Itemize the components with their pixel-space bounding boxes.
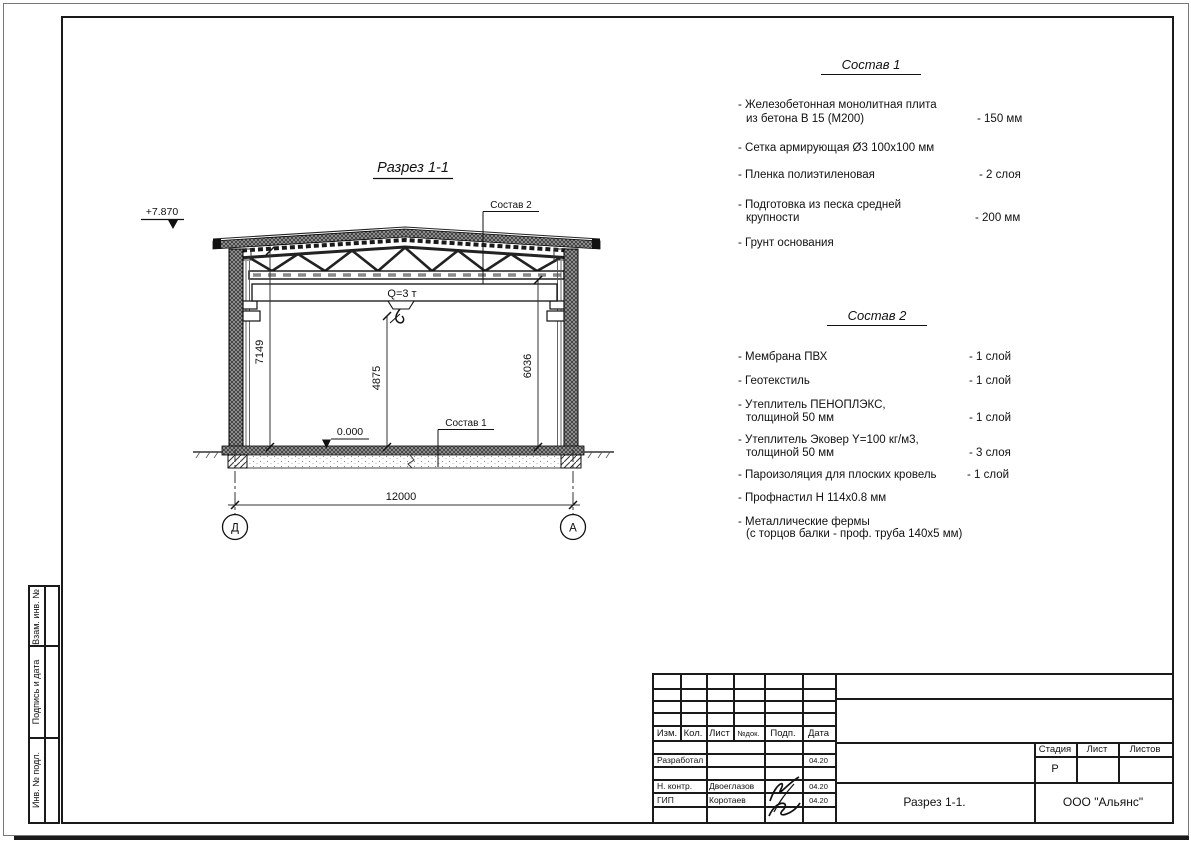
title-block <box>652 673 1174 824</box>
roof-endcap-left <box>213 239 221 249</box>
tb-header-data: Дата <box>807 728 830 739</box>
tb-role-gip: ГИП <box>657 795 674 805</box>
grid-line <box>706 675 708 822</box>
grid-line <box>654 712 836 714</box>
list-item-value: - 1 слой <box>969 351 1012 363</box>
list-item: - Профнастил Н 114х0.8 мм <box>738 492 887 504</box>
tb-header-list: Лист <box>709 728 730 739</box>
sostav2-title: Состав 2 <box>827 308 927 326</box>
elevation-mark-top <box>141 206 184 229</box>
list-item: - Утеплитель Эковер Y=100 кг/м3, <box>738 434 919 446</box>
list-item: из бетона В 15 (М200) <box>746 113 865 125</box>
elevation-arrow <box>168 220 178 229</box>
crane-hook <box>396 309 404 323</box>
stamp-label-inv: Инв. № подл. <box>31 751 41 809</box>
tb-sheets-label: Листов <box>1129 744 1161 755</box>
grid-line <box>654 806 836 808</box>
tb-doc-title: Разрез 1-1. <box>903 795 966 809</box>
tb-stage-label: Стадия <box>1038 744 1072 755</box>
drawing-title <box>373 160 453 179</box>
tb-name-nkontr: Двоеглазов <box>709 781 755 791</box>
foundation-left <box>228 455 247 468</box>
truss-webs <box>250 248 560 272</box>
tb-header-podp: Подп. <box>770 728 796 739</box>
tb-date: 04.20 <box>809 796 828 805</box>
elevation-zero-text: 0.000 <box>336 426 364 438</box>
truss <box>236 247 572 279</box>
list-item: - Железобетонная монолитная плита <box>738 99 937 111</box>
leader-sostav1-text: Состав 1 <box>445 418 487 429</box>
list-item: - Утеплитель ПЕНОПЛЭКС, <box>738 399 886 411</box>
dim-height-left: 7149 <box>254 339 266 365</box>
sostav1-title: Состав 1 <box>821 57 921 75</box>
sand-layer <box>247 455 561 468</box>
list-item: - Пленка полиэтиленовая <box>738 169 875 181</box>
list-item: - Грунт основания <box>738 237 834 249</box>
column-right <box>564 249 578 447</box>
leader-sostav2-text: Состав 2 <box>490 200 532 211</box>
bracket-right-upper <box>550 301 564 309</box>
tb-header-ndok: №док. <box>737 729 760 738</box>
list-item: толщиной 50 мм <box>746 447 835 459</box>
dim-height-center: 4875 <box>371 365 383 391</box>
axis-right-letter: А <box>569 522 577 535</box>
tb-role-nkontr: Н. контр. <box>657 781 693 791</box>
list-item-value: - 200 мм <box>975 212 1021 224</box>
list-item: - Мембрана ПВХ <box>738 351 828 363</box>
elevation-top-text: +7.870 <box>145 206 179 218</box>
list-item: толщиной 50 мм <box>746 412 835 424</box>
tb-role-razrabotal: Разработал <box>657 755 704 765</box>
list-item: - Пароизоляция для плоских кровель <box>738 469 937 481</box>
list-item-value: - 1 слой <box>967 469 1010 481</box>
grid-line <box>654 740 836 742</box>
dim-height-right: 6036 <box>522 353 534 379</box>
grid-line <box>654 700 836 702</box>
grid-line <box>654 688 836 690</box>
bracket-left-lower <box>243 311 260 321</box>
roof-endcap-right <box>592 239 600 249</box>
tb-date: 04.20 <box>809 756 828 765</box>
floor <box>193 446 614 468</box>
grid-line <box>654 766 836 768</box>
grid-line <box>835 698 1172 700</box>
column-left <box>229 249 243 447</box>
bracket-left-upper <box>243 301 257 309</box>
elevation-mark-zero <box>322 426 369 449</box>
list-item: (с торцов балки - проф. труба 140х5 мм) <box>746 528 963 540</box>
dim-span-text: 12000 <box>385 491 417 503</box>
crane-beam <box>252 284 557 323</box>
tb-stage-value: Р <box>1051 763 1059 775</box>
crane-capacity-label: Q=3 т <box>387 288 417 300</box>
axis-left-letter: Д <box>231 522 239 535</box>
list-item-value: - 150 мм <box>977 113 1023 125</box>
signature <box>765 772 803 820</box>
tb-company: ООО "Альянс" <box>1062 795 1144 809</box>
tb-header-izm: Изм. <box>656 728 678 739</box>
axis-bubbles <box>223 515 586 540</box>
list-item-value: - 3 слоя <box>969 447 1011 459</box>
list-item: - Геотекстиль <box>738 375 810 387</box>
foundation-right <box>561 455 581 468</box>
list-item-value: - 1 слой <box>969 412 1012 424</box>
list-item: - Подготовка из песка средней <box>738 199 902 211</box>
drawing-title-text: Разрез 1-1 <box>377 160 449 176</box>
floor-slab <box>222 446 584 455</box>
crane-trolley <box>388 301 414 309</box>
bracket-right-lower <box>547 311 564 321</box>
list-item: - Металлические фермы <box>738 516 870 528</box>
stamp-label-podpis: Подпись и дата <box>31 659 41 725</box>
tb-name-gip: Коротаев <box>709 795 746 805</box>
tb-sheet-label: Лист <box>1086 744 1108 755</box>
list-item: крупности <box>746 212 800 224</box>
list-item: - Сетка армирующая Ø3 100х100 мм <box>738 142 935 154</box>
tb-date: 04.20 <box>809 782 828 791</box>
tb-header-kol: Кол. <box>683 728 703 739</box>
list-item-value: - 1 слой <box>969 375 1012 387</box>
list-item-value: - 2 слоя <box>979 169 1021 181</box>
stamp-label-vzam: Взам. инв. № <box>31 589 41 645</box>
